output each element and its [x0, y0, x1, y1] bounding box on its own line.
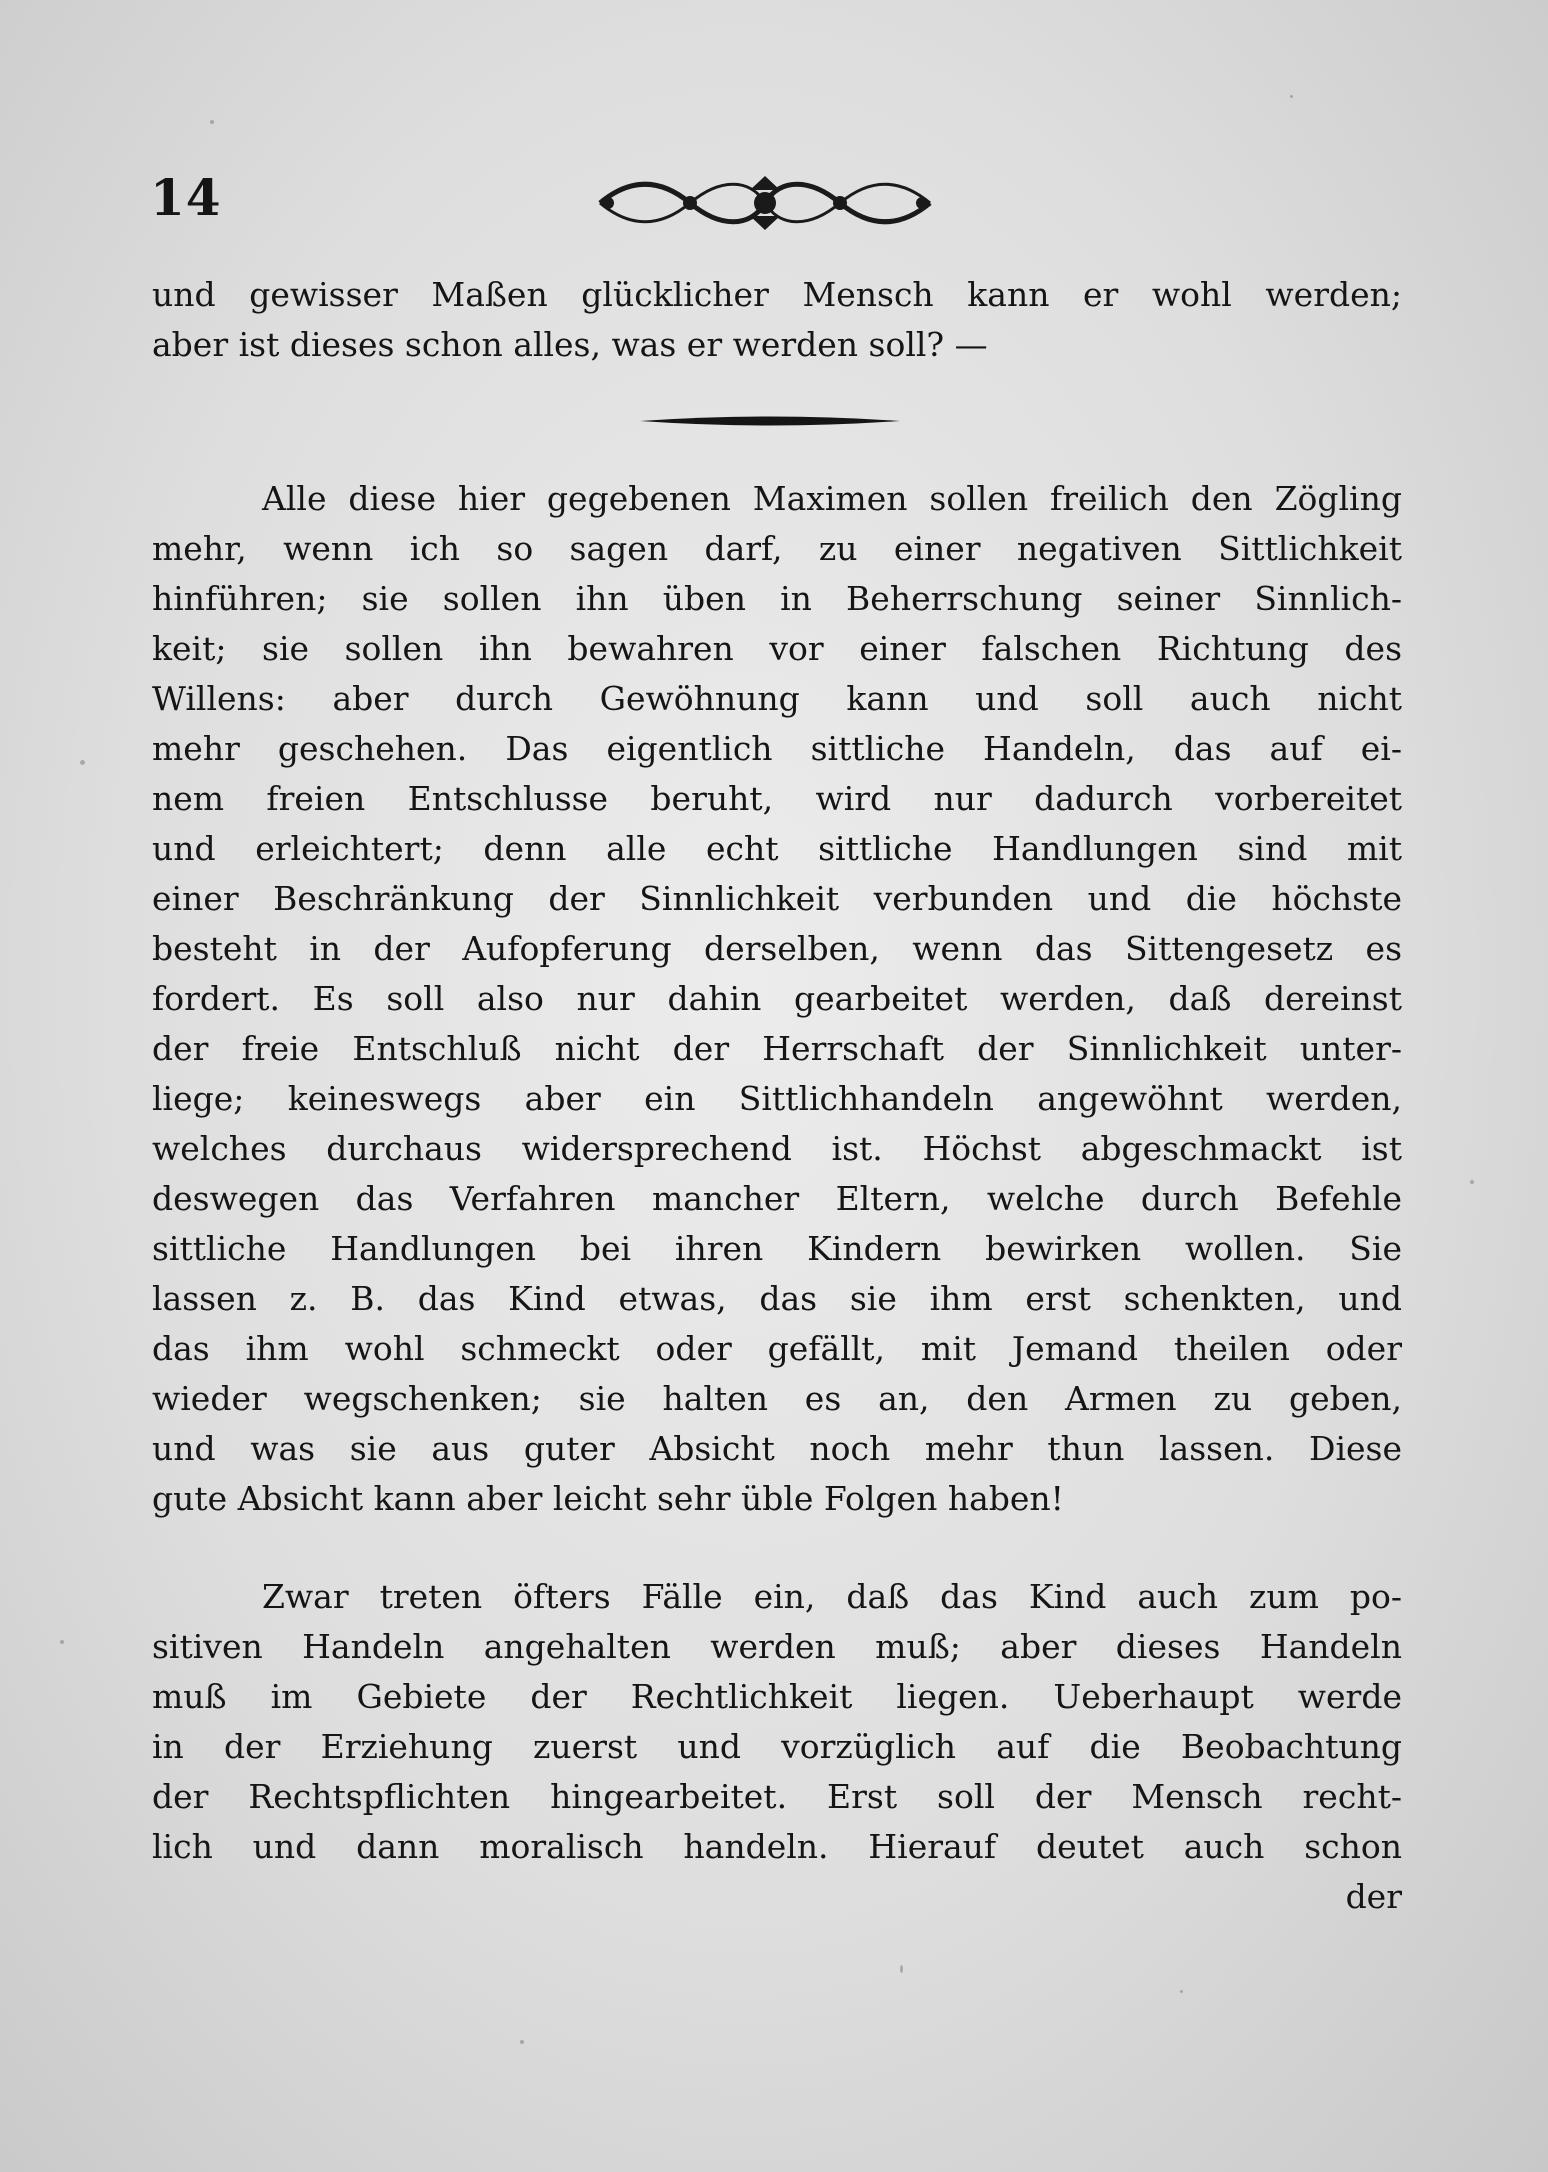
catchword: der [1345, 1877, 1402, 1916]
text-line: mehr geschehen. Das eigentlich sittliche Handeln, das auf ei- [152, 729, 1402, 768]
paragraph-1 [152, 474, 1402, 1524]
paper-speck [900, 1965, 903, 1973]
text-line: sitiven Handeln angehalten werden muß; aber dieses Handeln [152, 1627, 1402, 1666]
paragraph-2 [152, 1572, 1402, 1922]
intro-text [152, 270, 1402, 370]
text-line: keit; sie sollen ihn bewahren vor einer falschen Richtung des [152, 629, 1402, 668]
paper-speck [60, 1640, 64, 1644]
paper-speck [1470, 1180, 1474, 1184]
text-line: der Rechtspflichten hingearbeitet. Erst soll der Mensch recht- [152, 1777, 1402, 1816]
text-line: mehr, wenn ich so sagen darf, zu einer negativen Sittlichkeit [152, 529, 1402, 568]
paper-speck [80, 760, 85, 765]
text-line: in der Erziehung zuerst und vorzüglich auf die Beobachtung [152, 1727, 1402, 1766]
divider-rule-icon [640, 414, 900, 428]
text-line: sittliche Handlungen bei ihren Kindern bewirken wollen. Sie [152, 1229, 1402, 1268]
paper-speck [1290, 95, 1293, 98]
text-line: welches durchaus widersprechend ist. Höchst abgeschmackt ist [152, 1129, 1402, 1168]
paper-speck [210, 120, 214, 124]
text-line: hinführen; sie sollen ihn üben in Beherrschung seiner Sinnlich- [152, 579, 1402, 618]
text-line: lassen z. B. das Kind etwas, das sie ihm erst schenkten, und [152, 1279, 1402, 1318]
text-line: Willens: aber durch Gewöhnung kann und soll auch nicht [152, 679, 1402, 718]
text-line: aber ist dieses schon alles, was er werden soll? — [152, 325, 988, 364]
text-line: Alle diese hier gegebenen Maximen sollen freilich den Zögling [262, 479, 1402, 518]
text-line: der freie Entschluß nicht der Herrschaft der Sinnlichkeit unter- [152, 1029, 1402, 1068]
text-line: besteht in der Aufopferung derselben, wenn das Sittengesetz es [152, 929, 1402, 968]
text-line: und gewisser Maßen glücklicher Mensch kann er wohl werden; [152, 275, 1402, 314]
text-line: muß im Gebiete der Rechtlichkeit liegen. Ueberhaupt werde [152, 1677, 1402, 1716]
text-line: nem freien Entschlusse beruht, wird nur dadurch vorbereitet [152, 779, 1402, 818]
text-line: einer Beschränkung der Sinnlichkeit verbunden und die höchste [152, 879, 1402, 918]
text-line: liege; keineswegs aber ein Sittlichhandeln angewöhnt werden, [152, 1079, 1402, 1118]
text-line: lich und dann moralisch handeln. Hierauf deutet auch schon [152, 1827, 1402, 1866]
text-line: wieder wegschenken; sie halten es an, den Armen zu geben, [152, 1379, 1402, 1418]
text-line: das ihm wohl schmeckt oder gefällt, mit Jemand theilen oder [152, 1329, 1402, 1368]
page-number: 14 [150, 168, 222, 227]
text-line: fordert. Es soll also nur dahin gearbeitet werden, daß dereinst [152, 979, 1402, 1018]
paper-speck [1180, 1990, 1183, 1993]
paper-speck [520, 2040, 524, 2044]
text-line: gute Absicht kann aber leicht sehr üble Folgen haben! [152, 1479, 1064, 1518]
text-line: deswegen das Verfahren mancher Eltern, welche durch Befehle [152, 1179, 1402, 1218]
text-line: und was sie aus guter Absicht noch mehr thun lassen. Diese [152, 1429, 1402, 1468]
text-line: und erleichtert; denn alle echt sittliche Handlungen sind mit [152, 829, 1402, 868]
floral-ornament-icon [590, 168, 940, 238]
text-line: Zwar treten öfters Fälle ein, daß das Kind auch zum po- [262, 1577, 1402, 1616]
